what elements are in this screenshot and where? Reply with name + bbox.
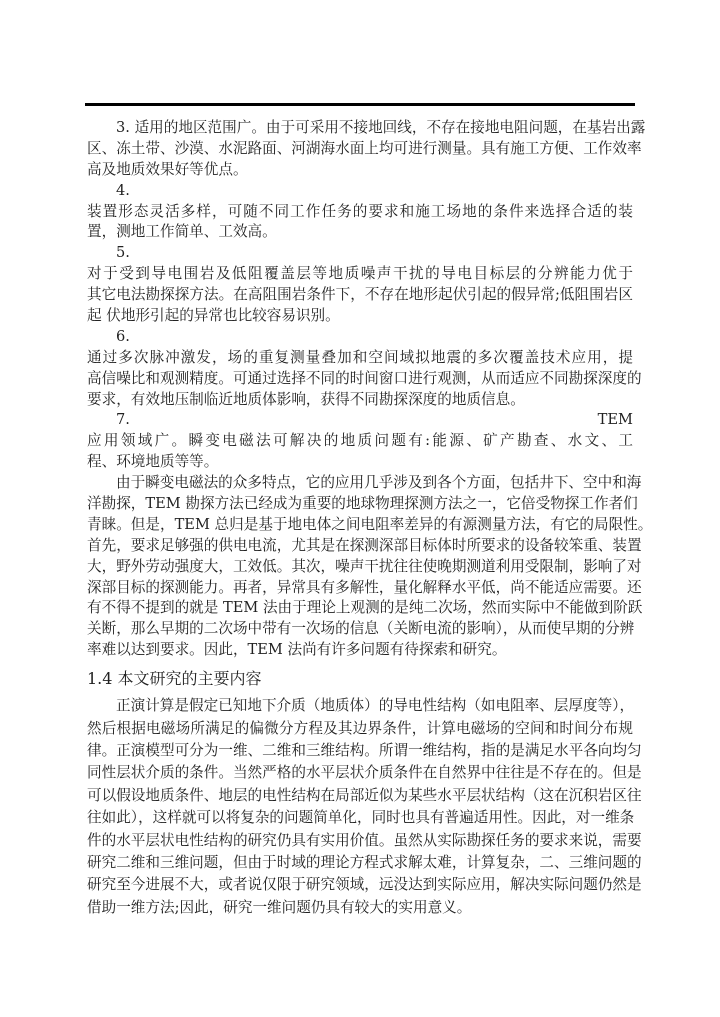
line-text-right: TEM xyxy=(597,411,633,429)
text-line: 可以假设地质条件、地层的电性结构在局部近似为某些水平层状结构（这在沉积岩区往 xyxy=(87,786,642,804)
text-line: 青睐。但是，TEM 总归是基于地电体之间电阻率差异的有源测量方法，有它的局限性。 xyxy=(87,515,653,533)
text-line: 律。正演模型可分为一维、二维和三维结构。所谓一维结构，指的是满足水平各向均匀 xyxy=(87,741,642,759)
text-line: 通过多次脉冲激发，场的重复测量叠加和空间域拟地震的多次覆盖技术应用，提 xyxy=(87,348,633,366)
paragraph xyxy=(87,327,642,411)
text-line: 置，测地工作简单、工效高。 xyxy=(87,223,277,241)
text-line: 起 伏地形引起的异常也比较容易识别。 xyxy=(87,307,340,325)
text-line: 3. 适用的地区范围广。由于可采用不接地回线，不存在接地电阻问题，在基岩出露 xyxy=(116,119,646,136)
text-line: 4. xyxy=(116,181,130,199)
text-line: 应用领域广。瞬变电磁法可解决的地质问题有:能源、矿产勘查、水文、工 xyxy=(87,432,633,450)
list-item-number-line xyxy=(87,410,633,431)
text-line: 洋勘探，TEM 勘探方法已经成为重要的地球物理探测方法之一，它倍受物探工作者们 xyxy=(87,495,638,513)
text-line: 研究至今进展不大，或者说仅限于研究领域，远没达到实际应用，解决实际问题仍然是 xyxy=(87,876,642,894)
text-line: 高信噪比和观测精度。可通过选择不同的时间窗口进行观测，从而适应不同勘探深度的 xyxy=(87,369,642,387)
text-line: 正演计算是假定已知地下介质（地质体）的导电性结构（如电阻率、层厚度等）， xyxy=(116,697,635,715)
text-line: 关断，那么早期的二次场中带有一次场的信息（关断电流的影响），从而使早期的分辨 xyxy=(87,620,635,638)
paragraph xyxy=(87,695,642,919)
text-line: 装置形态灵活多样，可随不同工作任务的要求和施工场地的条件来选择合适的装 xyxy=(87,202,633,220)
paragraph xyxy=(87,473,653,661)
text-line: 程、环境地质等等。 xyxy=(87,453,219,471)
header-rule xyxy=(85,103,635,106)
text-line: 研究二维和三维问题，但由于时域的理论方程式求解太难，计算复杂，二、三维问题的 xyxy=(87,853,642,871)
text-line: 区、冻土带、沙漠、水泥路面、河湖海水面上均可进行测量。具有施工方便、工作效率 xyxy=(87,139,642,157)
text-line: 件的水平层状电性结构的研究仍具有实用价值。虽然从实际勘探任务的要求来说，需要 xyxy=(87,831,642,849)
text-line: 率难以达到要求。因此，TEM 法尚有许多问题有待探索和研究。 xyxy=(87,641,507,659)
section-heading: 1.4 本文研究的主要内容 xyxy=(87,669,262,689)
paragraph xyxy=(87,243,633,327)
text-line: 深部目标的探测能力。再者，异常具有多解性，量化解释水平低，尚不能适应需要。还 xyxy=(87,578,642,596)
text-line: 5. xyxy=(116,244,130,262)
text-line: 对于受到导电围岩及低阻覆盖层等地质噪声干扰的导电目标层的分辨能力优于 xyxy=(87,265,633,283)
text-line: 由于瞬变电磁法的众多特点，它的应用几乎涉及到各个方面，包括井下、空中和海 xyxy=(116,474,642,492)
text-line: 同性层状介质的条件。当然严格的水平层状介质条件在自然界中往往是不存在的。但是 xyxy=(87,764,642,782)
text-line: 有不得不提到的就是 TEM 法由于理论上观测的是纯二次场，然而实际中不能做到阶跃 xyxy=(87,599,643,617)
paragraph xyxy=(87,181,633,244)
text-line: 往如此），这样就可以将复杂的问题简单化，同时也具有普遍适用性。因此，对一维条 xyxy=(87,809,635,827)
text-line: 借助一维方法;因此，研究一维问题仍具有较大的实用意义。 xyxy=(87,898,472,916)
text-line: 大，野外劳动强度大，工效低。其次，噪声干扰往往使晚期测道利用受限制，影响了对 xyxy=(87,557,642,575)
page-body xyxy=(87,118,653,919)
line-text-left: 7. xyxy=(116,411,130,429)
text-line: 6. xyxy=(116,327,130,345)
text-line: 然后根据电磁场所满足的偏微分方程及其边界条件，计算电磁场的空间和时间分布规 xyxy=(87,719,633,737)
paragraph xyxy=(87,431,633,473)
paragraph xyxy=(87,118,646,181)
text-line: 要求，有效地压制临近地质体影响，获得不同勘探深度的地质信息。 xyxy=(87,390,525,408)
text-line: 首先，要求足够强的供电电流，尤其是在探测深部目标体时所要求的设备较笨重、装置 xyxy=(87,536,642,554)
text-line: 其它电法勘探探方法。在高阻围岩条件下，不存在地形起伏引起的假异常;低阻围岩区 xyxy=(87,286,633,304)
text-line: 高及地质效果好等优点。 xyxy=(87,160,248,178)
